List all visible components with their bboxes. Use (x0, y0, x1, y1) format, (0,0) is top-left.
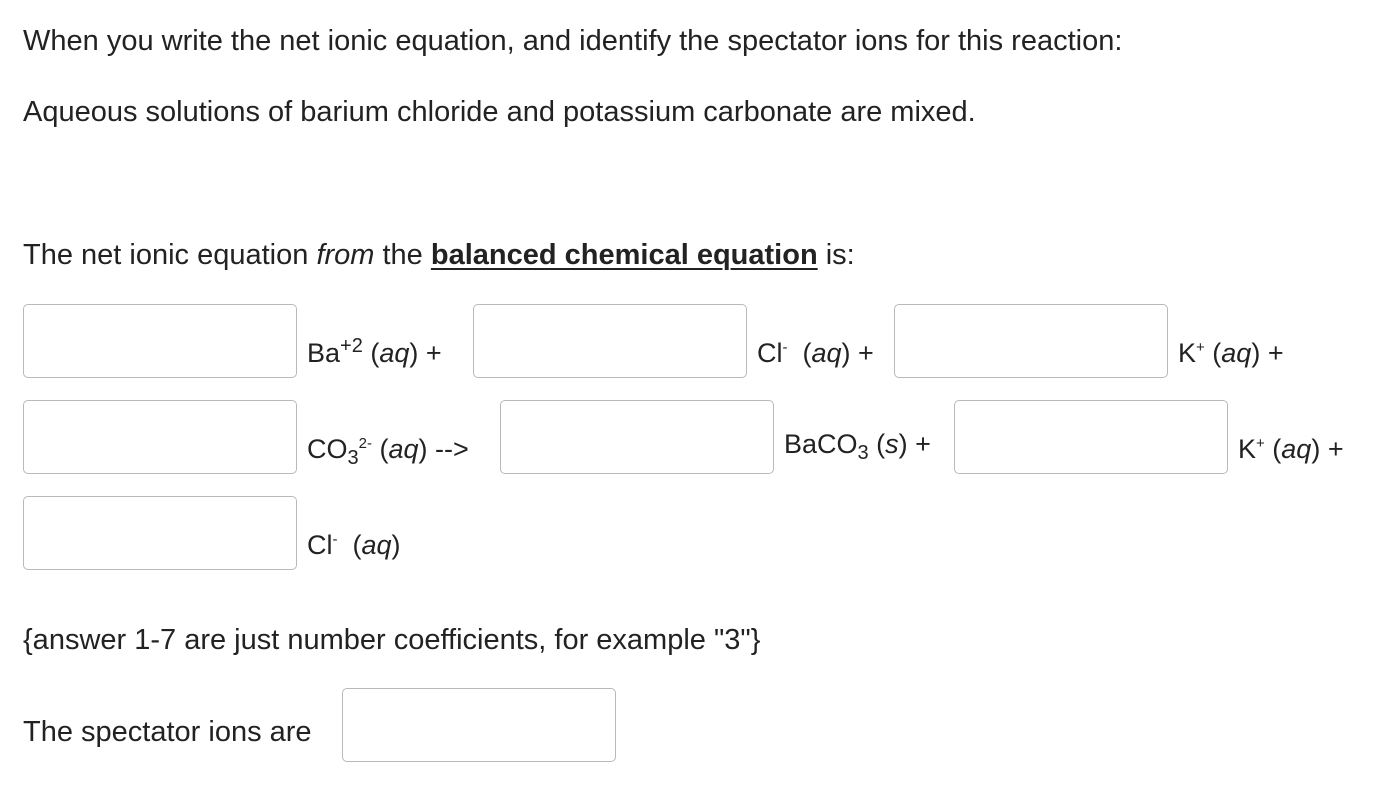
k-state-2: aq (1281, 434, 1312, 464)
k-plus-2: + (1327, 434, 1344, 464)
intro-text-3: is: (817, 239, 855, 271)
k-symbol-2: K (1238, 434, 1257, 464)
cl-symbol-2: Cl (307, 530, 333, 560)
k-plus-1: + (1267, 338, 1284, 368)
spectator-label: The spectator ions are (23, 716, 312, 748)
k-state-1: aq (1221, 338, 1252, 368)
co3-state: aq (388, 434, 419, 464)
ba-ion-label: $Ba^{+2}$ (aq) + (307, 335, 442, 368)
answer-input-2[interactable] (473, 304, 747, 378)
co3-ion-label: $CO_3^{2-}$ (aq) --> (307, 434, 469, 469)
k-charge-1: + (1196, 339, 1205, 356)
balanced-equation-link[interactable]: balanced chemical equation (430, 239, 818, 271)
reaction-description: Aqueous solutions of barium chloride and potassium carbonate are mixed. (23, 96, 976, 128)
k-ion-label-2: K+ (aq) + (1238, 434, 1344, 464)
question-prompt: When you write the net ionic equation, and identify the spectator ions for this reaction: (23, 25, 1123, 57)
cl-charge-2: - (332, 531, 338, 548)
answer-input-1[interactable] (23, 304, 297, 378)
intro-from: from (316, 239, 375, 271)
answer-input-4[interactable] (23, 400, 297, 474)
intro-text-2: the (374, 239, 431, 271)
cl-charge-1: - (782, 339, 788, 356)
spectator-ions-input[interactable] (342, 688, 616, 762)
co3-subscript: 3 (347, 447, 359, 469)
net-ionic-intro (23, 238, 855, 272)
baco3-symbol: BaCO (784, 429, 858, 459)
baco3-plus: + (915, 429, 931, 459)
ba-symbol: Ba (307, 338, 341, 368)
k-charge-2: + (1256, 435, 1265, 452)
answer-input-3[interactable] (894, 304, 1168, 378)
ba-charge: +2 (340, 335, 363, 357)
co3-symbol: CO (307, 434, 348, 464)
answer-input-5[interactable] (500, 400, 774, 474)
co3-charge: 2- (358, 435, 372, 452)
answer-input-6[interactable] (954, 400, 1228, 474)
cl-state-2: aq (361, 530, 392, 560)
k-ion-label-1: K+ (aq) + (1178, 338, 1284, 368)
coefficient-note: {answer 1-7 are just number coefficients, for example "3"} (23, 624, 761, 656)
k-symbol-1: K (1178, 338, 1197, 368)
ba-plus: + (425, 338, 442, 368)
baco3-label: BaCO$_3$ (s) + (784, 429, 931, 464)
ba-state: aq (379, 338, 410, 368)
cl-ion-label-1: Cl- (aq) + (757, 338, 874, 368)
reaction-arrow: --> (435, 434, 469, 464)
cl-symbol-1: Cl (757, 338, 783, 368)
cl-plus-1: + (858, 338, 874, 368)
answer-input-7[interactable] (23, 496, 297, 570)
intro-text-1: The net ionic equation (23, 239, 317, 271)
cl-ion-label-2: Cl- (aq) (307, 530, 401, 560)
cl-state-1: aq (811, 338, 842, 368)
baco3-state: s (885, 429, 899, 459)
baco3-subscript: 3 (857, 442, 869, 464)
